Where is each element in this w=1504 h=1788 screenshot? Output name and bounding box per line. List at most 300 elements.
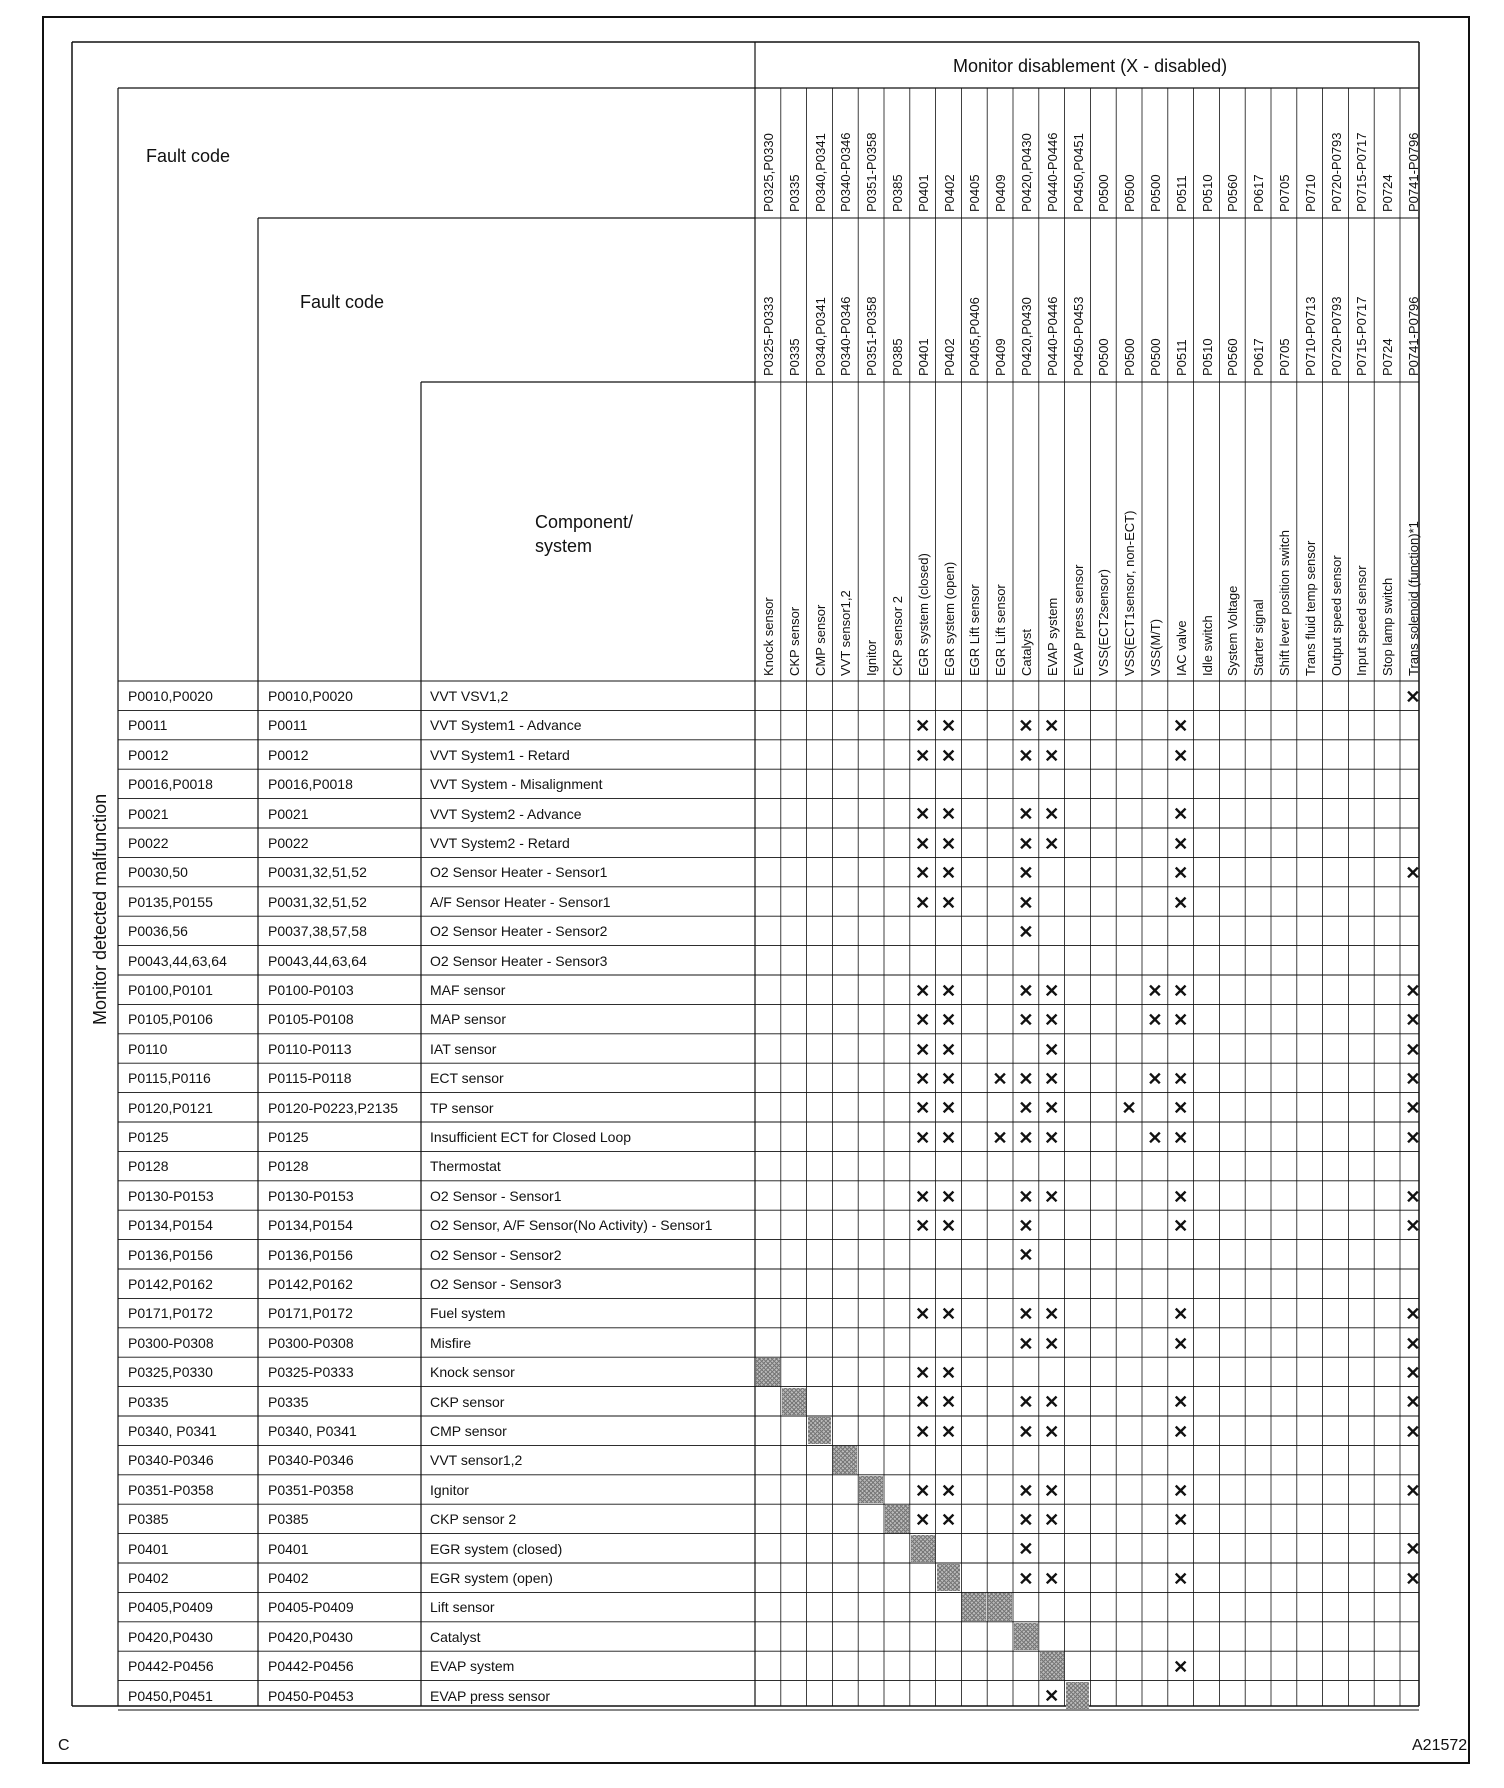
row-fault-code-detail: P0385 xyxy=(268,1511,309,1528)
disabled-mark: ✕ xyxy=(1044,804,1060,825)
row-fault-code: P0130-P0153 xyxy=(128,1187,214,1204)
row-component: VVT VSV1,2 xyxy=(430,688,509,704)
column-code2: P0715-P0717 xyxy=(1354,296,1370,376)
disabled-mark: ✕ xyxy=(1018,863,1034,884)
row-component: Knock sensor xyxy=(430,1364,515,1381)
row-fault-code-detail: P0011 xyxy=(268,717,308,734)
row-fault-code: P0340-P0346 xyxy=(128,1452,214,1469)
disabled-mark: ✕ xyxy=(915,1362,931,1383)
disabled-mark: ✕ xyxy=(1173,1304,1189,1325)
row-component: EVAP system xyxy=(430,1658,515,1675)
disabled-mark: ✕ xyxy=(915,1098,931,1119)
column-code2: P0440-P0446 xyxy=(1044,296,1060,376)
column-component-name: EGR Lift sensor xyxy=(993,584,1009,676)
self-diagnosis-shaded-cell xyxy=(962,1593,986,1620)
row-fault-code-detail: P0134,P0154 xyxy=(268,1217,353,1234)
row-fault-code: P0043,44,63,64 xyxy=(128,952,227,969)
row-fault-code-detail: P0351-P0358 xyxy=(268,1481,354,1498)
column-code1: P0741-P0796 xyxy=(1406,132,1421,212)
disabled-mark: ✕ xyxy=(1044,1392,1060,1413)
column-code1: P0440-P0446 xyxy=(1044,132,1060,212)
column-component-name: EGR system (open) xyxy=(941,561,957,676)
disabled-mark: ✕ xyxy=(940,1010,957,1031)
disabled-mark: ✕ xyxy=(1018,1215,1034,1236)
disabled-mark: ✕ xyxy=(1018,1392,1034,1413)
column-code1: P0402 xyxy=(941,174,957,212)
row-fault-code-detail: P0016,P0018 xyxy=(268,776,353,793)
row-fault-code: P0405,P0409 xyxy=(128,1599,213,1616)
component-header-line2: system xyxy=(535,536,593,556)
row-component: EGR system (open) xyxy=(430,1570,553,1586)
row-component: MAP sensor xyxy=(430,1011,506,1028)
disabled-mark: ✕ xyxy=(1173,804,1189,825)
row-fault-code-detail: P0031,32,51,52 xyxy=(268,893,367,910)
column-code1: P0500 xyxy=(1122,174,1138,212)
column-code2: P0402 xyxy=(941,338,957,376)
disabled-mark: ✕ xyxy=(915,1304,931,1325)
row-component: VVT System1 - Retard xyxy=(430,746,570,763)
column-code1: P0325,P0330 xyxy=(761,133,776,212)
row-fault-code: P0401 xyxy=(128,1540,169,1557)
column-code1: P0500 xyxy=(1096,174,1112,212)
row-component: EGR system (closed) xyxy=(430,1540,563,1557)
column-code1: P0617 xyxy=(1251,174,1267,212)
disabled-mark: ✕ xyxy=(1121,1098,1137,1119)
disabled-mark: ✕ xyxy=(1173,1186,1189,1207)
column-code2: P0617 xyxy=(1251,338,1267,376)
column-code2: P0705 xyxy=(1277,338,1292,376)
disabled-mark: ✕ xyxy=(1405,863,1421,884)
row-component: O2 Sensor, A/F Sensor(No Activity) - Sensor1 xyxy=(430,1217,713,1234)
disabled-mark: ✕ xyxy=(940,1039,957,1060)
row-fault-code: P0036,56 xyxy=(128,923,188,940)
column-code2: P0325-P0333 xyxy=(761,296,776,376)
disabled-mark: ✕ xyxy=(1147,1127,1163,1148)
row-fault-code: P0022 xyxy=(128,835,169,851)
disabled-mark: ✕ xyxy=(1018,1480,1034,1501)
row-component: O2 Sensor - Sensor1 xyxy=(430,1187,562,1204)
disabled-mark: ✕ xyxy=(940,745,957,766)
row-fault-code-detail: P0340, P0341 xyxy=(268,1423,357,1439)
disabled-mark: ✕ xyxy=(940,833,957,854)
disabled-mark: ✕ xyxy=(1405,1068,1421,1089)
column-component-name: EGR Lift sensor xyxy=(967,584,983,676)
column-component-name: CKP sensor 2 xyxy=(890,596,905,676)
disabled-mark: ✕ xyxy=(1405,1039,1421,1060)
column-code2: P0450-P0453 xyxy=(1070,296,1086,376)
disabled-mark: ✕ xyxy=(1018,892,1034,913)
disabled-mark: ✕ xyxy=(1173,1215,1189,1236)
row-fault-code: P0120,P0121 xyxy=(128,1099,213,1116)
disabled-mark: ✕ xyxy=(1405,1010,1421,1031)
row-component: Catalyst xyxy=(430,1628,481,1645)
self-diagnosis-shaded-cell xyxy=(1040,1652,1064,1679)
row-component: VVT System - Misalignment xyxy=(430,776,603,793)
disabled-mark: ✕ xyxy=(915,716,931,737)
disabled-mark: ✕ xyxy=(1147,1068,1163,1089)
column-code1: P0715-P0717 xyxy=(1354,132,1370,212)
row-fault-code-detail: P0128 xyxy=(268,1158,309,1175)
column-component-name: System Voltage xyxy=(1225,585,1241,676)
column-code1: P0510 xyxy=(1199,174,1215,212)
disabled-mark: ✕ xyxy=(915,1509,931,1530)
row-fault-code-detail: P0037,38,57,58 xyxy=(268,923,367,940)
disabled-mark: ✕ xyxy=(1147,980,1163,1001)
page-letter: C xyxy=(58,1737,70,1754)
column-code2: P0500 xyxy=(1122,338,1138,376)
disabled-mark: ✕ xyxy=(1173,892,1189,913)
disabled-mark: ✕ xyxy=(1018,980,1034,1001)
row-fault-code-detail: P0335 xyxy=(268,1393,309,1410)
self-diagnosis-shaded-cell xyxy=(1014,1623,1038,1650)
column-component-name: CKP sensor xyxy=(786,606,802,676)
disabled-mark: ✕ xyxy=(915,1215,931,1236)
disabled-mark: ✕ xyxy=(1173,1509,1189,1530)
column-code1: P0405 xyxy=(967,174,983,212)
row-fault-code-detail: P0021 xyxy=(268,805,309,822)
column-code1: P0409 xyxy=(993,174,1009,212)
disabled-mark: ✕ xyxy=(1044,1098,1060,1119)
row-fault-code: P0450,P0451 xyxy=(128,1687,213,1704)
row-component: VVT sensor1,2 xyxy=(430,1452,523,1469)
disabled-mark: ✕ xyxy=(1018,1568,1034,1589)
row-fault-code-detail: P0402 xyxy=(268,1570,309,1586)
column-code2: P0511 xyxy=(1173,339,1189,376)
column-component-name: Idle switch xyxy=(1199,615,1215,676)
row-fault-code: P0100,P0101 xyxy=(128,982,213,998)
self-diagnosis-shaded-cell xyxy=(885,1505,909,1532)
disabled-mark: ✕ xyxy=(1018,1509,1034,1530)
column-code2: P0420,P0430 xyxy=(1019,297,1034,376)
column-component-name: Stop lamp switch xyxy=(1380,577,1396,676)
column-code1: P0340,P0341 xyxy=(812,133,828,212)
column-code2: P0385 xyxy=(890,338,905,376)
row-fault-code-detail: P0340-P0346 xyxy=(268,1452,354,1469)
disabled-mark: ✕ xyxy=(1018,1068,1034,1089)
fault-code-header-2: Fault code xyxy=(300,292,385,312)
self-diagnosis-shaded-cell xyxy=(756,1358,780,1385)
disabled-mark: ✕ xyxy=(1173,1480,1189,1501)
row-fault-code-detail: P0031,32,51,52 xyxy=(268,864,367,881)
monitor-disablement-title: Monitor disablement (X - disabled) xyxy=(953,56,1228,76)
row-fault-code-detail: P0300-P0308 xyxy=(268,1334,354,1351)
column-code2: P0560 xyxy=(1225,338,1241,376)
disabled-mark: ✕ xyxy=(1405,1333,1421,1354)
column-component-name: Input speed sensor xyxy=(1354,565,1370,676)
disabled-mark: ✕ xyxy=(1018,716,1034,737)
disabled-mark: ✕ xyxy=(940,1362,957,1383)
row-fault-code: P0030,50 xyxy=(128,864,188,881)
row-fault-code-detail: P0405-P0409 xyxy=(268,1599,354,1616)
column-component-name: VVT sensor1,2 xyxy=(838,590,854,676)
disabled-mark: ✕ xyxy=(1173,1127,1189,1148)
disabled-mark: ✕ xyxy=(940,1509,957,1530)
column-code1: P0385 xyxy=(890,174,905,212)
column-code2: P0401 xyxy=(915,338,931,376)
disabled-mark: ✕ xyxy=(1044,745,1060,766)
row-fault-code-detail: P0125 xyxy=(268,1129,309,1145)
row-fault-code: P0340, P0341 xyxy=(128,1423,217,1439)
disabled-mark: ✕ xyxy=(1018,804,1034,825)
row-fault-code-detail: P0420,P0430 xyxy=(268,1628,353,1645)
row-fault-code: P0171,P0172 xyxy=(128,1305,213,1322)
column-component-name: Ignitor xyxy=(864,639,880,676)
disabled-mark: ✕ xyxy=(1044,1068,1060,1089)
row-fault-code-detail: P0401 xyxy=(268,1540,309,1557)
row-fault-code: P0021 xyxy=(128,805,169,822)
column-component-name: EVAP press sensor xyxy=(1070,564,1086,676)
disabled-mark: ✕ xyxy=(992,1068,1008,1089)
row-fault-code: P0385 xyxy=(128,1511,169,1528)
disabled-mark: ✕ xyxy=(915,745,931,766)
row-component: VVT System2 - Advance xyxy=(430,805,582,822)
disabled-mark: ✕ xyxy=(1044,1333,1060,1354)
row-fault-code-detail: P0012 xyxy=(268,746,309,763)
column-code1: P0340-P0346 xyxy=(838,132,854,212)
disabled-mark: ✕ xyxy=(1018,833,1034,854)
column-component-name: VSS(ECT2sensor) xyxy=(1096,569,1112,676)
disabled-mark: ✕ xyxy=(1173,745,1189,766)
row-fault-code-detail: P0442-P0456 xyxy=(268,1658,354,1675)
row-fault-code-detail: P0110-P0113 xyxy=(268,1040,352,1057)
column-code1: P0500 xyxy=(1148,174,1163,212)
row-fault-code: P0420,P0430 xyxy=(128,1628,213,1645)
disabled-mark: ✕ xyxy=(915,804,931,825)
self-diagnosis-shaded-cell xyxy=(1066,1682,1090,1709)
disabled-mark: ✕ xyxy=(1173,1568,1189,1589)
row-fault-code: P0115,P0116 xyxy=(128,1070,211,1087)
disabled-mark: ✕ xyxy=(940,1392,957,1413)
disabled-mark: ✕ xyxy=(1405,1186,1421,1207)
disabled-mark: ✕ xyxy=(1405,686,1421,707)
row-fault-code: P0325,P0330 xyxy=(128,1364,213,1381)
row-component: CKP sensor xyxy=(430,1393,505,1410)
row-fault-code: P0012 xyxy=(128,746,169,763)
side-label: Monitor detected malfunction xyxy=(90,793,110,1025)
disabled-mark: ✕ xyxy=(915,1039,931,1060)
disabled-mark: ✕ xyxy=(940,863,957,884)
disabled-mark: ✕ xyxy=(1173,716,1189,737)
column-code2: P0340-P0346 xyxy=(838,296,854,376)
column-code1: P0705 xyxy=(1277,174,1292,212)
disabled-mark: ✕ xyxy=(1173,1068,1189,1089)
disabled-mark: ✕ xyxy=(1173,1392,1189,1413)
disabled-mark: ✕ xyxy=(1044,1568,1060,1589)
disabled-mark: ✕ xyxy=(1044,1421,1060,1442)
disabled-mark: ✕ xyxy=(1173,863,1189,884)
row-component: Insufficient ECT for Closed Loop xyxy=(430,1129,632,1145)
row-component: CKP sensor 2 xyxy=(430,1511,517,1528)
self-diagnosis-shaded-cell xyxy=(937,1564,961,1591)
column-code2: P0335 xyxy=(786,338,802,376)
row-component: ECT sensor xyxy=(430,1070,504,1087)
row-fault-code: P0110 xyxy=(128,1040,168,1057)
column-component-name: VSS(ECT1sensor, non-ECT) xyxy=(1122,510,1138,676)
self-diagnosis-shaded-cell xyxy=(859,1476,883,1503)
disabled-mark: ✕ xyxy=(915,892,931,913)
row-fault-code-detail: P0130-P0153 xyxy=(268,1187,354,1204)
disabled-mark: ✕ xyxy=(1018,1421,1034,1442)
row-component: CMP sensor xyxy=(430,1423,507,1439)
column-code2: P0351-P0358 xyxy=(864,296,880,376)
row-fault-code: P0134,P0154 xyxy=(128,1217,213,1234)
component-header-line1: Component/ xyxy=(535,512,634,532)
disabled-mark: ✕ xyxy=(1018,1010,1034,1031)
disabled-mark: ✕ xyxy=(1173,833,1189,854)
disabled-mark: ✕ xyxy=(915,1421,931,1442)
column-component-name: EGR system (closed) xyxy=(915,553,931,676)
row-component: Lift sensor xyxy=(430,1599,495,1616)
row-fault-code: P0016,P0018 xyxy=(128,776,213,793)
row-fault-code: P0300-P0308 xyxy=(128,1334,214,1351)
column-code1: P0511 xyxy=(1173,175,1189,212)
disabled-mark: ✕ xyxy=(940,892,957,913)
column-component-name: Starter signal xyxy=(1251,599,1267,676)
disabled-mark: ✕ xyxy=(940,1068,957,1089)
disabled-mark: ✕ xyxy=(1405,1362,1421,1383)
disabled-mark: ✕ xyxy=(915,863,931,884)
disabled-mark: ✕ xyxy=(1173,1098,1189,1119)
column-component-name: VSS(M/T) xyxy=(1148,618,1163,676)
disabled-mark: ✕ xyxy=(1044,1304,1060,1325)
row-component: A/F Sensor Heater - Sensor1 xyxy=(430,893,611,910)
row-fault-code-detail: P0100-P0103 xyxy=(268,982,354,998)
disabled-mark: ✕ xyxy=(915,833,931,854)
row-component: Ignitor xyxy=(430,1481,469,1498)
disabled-mark: ✕ xyxy=(940,1186,957,1207)
disabled-mark: ✕ xyxy=(1405,1215,1421,1236)
disabled-mark: ✕ xyxy=(940,716,957,737)
row-fault-code: P0402 xyxy=(128,1570,169,1586)
row-fault-code: P0125 xyxy=(128,1129,169,1145)
row-fault-code: P0335 xyxy=(128,1393,169,1410)
row-fault-code-detail: P0022 xyxy=(268,835,309,851)
disabled-mark: ✕ xyxy=(940,1098,957,1119)
column-code2: P0741-P0796 xyxy=(1406,296,1421,376)
row-fault-code: P0136,P0156 xyxy=(128,1246,213,1263)
row-component: MAF sensor xyxy=(430,982,506,998)
row-fault-code: P0128 xyxy=(128,1158,169,1175)
self-diagnosis-shaded-cell xyxy=(911,1535,935,1562)
column-code1: P0401 xyxy=(915,174,931,212)
row-component: O2 Sensor - Sensor3 xyxy=(430,1276,562,1292)
self-diagnosis-shaded-cell xyxy=(988,1593,1012,1620)
row-fault-code: P0011 xyxy=(128,717,168,734)
disabled-mark: ✕ xyxy=(1173,1010,1189,1031)
disabled-mark: ✕ xyxy=(940,1480,957,1501)
row-fault-code-detail: P0115-P0118 xyxy=(268,1070,352,1087)
figure-id: A21572 xyxy=(1412,1737,1468,1754)
disabled-mark: ✕ xyxy=(1044,1480,1060,1501)
column-code2: P0510 xyxy=(1199,338,1215,376)
component-header xyxy=(535,510,633,558)
row-fault-code: P0351-P0358 xyxy=(128,1481,214,1498)
row-fault-code-detail: P0136,P0156 xyxy=(268,1246,353,1263)
row-component: Misfire xyxy=(430,1334,472,1351)
row-fault-code-detail: P0171,P0172 xyxy=(268,1305,353,1322)
disabled-mark: ✕ xyxy=(915,980,931,1001)
self-diagnosis-shaded-cell xyxy=(808,1417,832,1444)
row-fault-code: P0442-P0456 xyxy=(128,1658,214,1675)
disabled-mark: ✕ xyxy=(1018,1539,1034,1560)
disabled-mark: ✕ xyxy=(1044,1039,1060,1060)
column-component-name: CMP sensor xyxy=(812,604,828,676)
row-fault-code-detail: P0010,P0020 xyxy=(268,688,353,704)
disabled-mark: ✕ xyxy=(1044,980,1060,1001)
column-code2: P0340,P0341 xyxy=(812,297,828,376)
disabled-mark: ✕ xyxy=(1173,980,1189,1001)
disabled-mark: ✕ xyxy=(1044,1010,1060,1031)
disabled-mark: ✕ xyxy=(1405,1127,1421,1148)
row-fault-code: P0010,P0020 xyxy=(128,688,213,704)
disabled-mark: ✕ xyxy=(1044,1127,1060,1148)
disabled-mark: ✕ xyxy=(915,1392,931,1413)
disabled-mark: ✕ xyxy=(940,1127,957,1148)
disabled-mark: ✕ xyxy=(1405,980,1421,1001)
row-fault-code: P0142,P0162 xyxy=(128,1276,213,1292)
disabled-mark: ✕ xyxy=(940,980,957,1001)
row-fault-code-detail: P0105-P0108 xyxy=(268,1011,354,1028)
disabled-mark: ✕ xyxy=(1018,1245,1034,1266)
disabled-mark: ✕ xyxy=(1044,1686,1060,1707)
disabled-mark: ✕ xyxy=(915,1010,931,1031)
row-component: TP sensor xyxy=(430,1099,494,1116)
row-component: Fuel system xyxy=(430,1305,506,1322)
row-fault-code-detail: P0120-P0223,P2135 xyxy=(268,1099,398,1116)
row-fault-code-detail: P0043,44,63,64 xyxy=(268,952,367,969)
column-code1: P0335 xyxy=(786,174,802,212)
row-fault-code: P0105,P0106 xyxy=(128,1011,213,1028)
row-component: O2 Sensor Heater - Sensor1 xyxy=(430,864,608,881)
column-component-name: IAC valve xyxy=(1173,620,1189,676)
row-component: O2 Sensor Heater - Sensor2 xyxy=(430,923,608,940)
column-component-name: Trans solenoid (function)*1 xyxy=(1406,521,1421,676)
disabled-mark: ✕ xyxy=(1018,1333,1034,1354)
column-component-name: Catalyst xyxy=(1019,629,1034,676)
disabled-mark: ✕ xyxy=(1405,1421,1421,1442)
column-code1: P0560 xyxy=(1225,174,1241,212)
column-component-name: Shift lever position switch xyxy=(1277,530,1292,676)
disabled-mark: ✕ xyxy=(1018,745,1034,766)
disabled-mark: ✕ xyxy=(1018,1304,1034,1325)
column-code1: P0450,P0451 xyxy=(1070,133,1086,212)
column-code1: P0420,P0430 xyxy=(1019,133,1034,212)
column-code2: P0724 xyxy=(1380,338,1396,376)
column-code2: P0405,P0406 xyxy=(967,297,983,376)
column-code2: P0710-P0713 xyxy=(1302,296,1318,376)
disabled-mark: ✕ xyxy=(1018,1127,1034,1148)
column-code2: P0500 xyxy=(1148,338,1163,376)
row-fault-code: P0135,P0155 xyxy=(128,893,213,910)
row-component: Thermostat xyxy=(430,1158,501,1175)
column-component-name: Output speed sensor xyxy=(1328,555,1344,676)
column-code2: P0500 xyxy=(1096,338,1112,376)
column-component-name: Trans fluid temp sensor xyxy=(1302,540,1318,676)
disabled-mark: ✕ xyxy=(940,1421,957,1442)
column-component-name: Knock sensor xyxy=(761,597,776,676)
column-code1: P0351-P0358 xyxy=(864,132,880,212)
disabled-mark: ✕ xyxy=(1044,833,1060,854)
row-component: VVT System1 - Advance xyxy=(430,717,582,734)
row-component: IAT sensor xyxy=(430,1040,497,1057)
disabled-mark: ✕ xyxy=(1044,1509,1060,1530)
row-component: O2 Sensor Heater - Sensor3 xyxy=(430,952,608,969)
disabled-mark: ✕ xyxy=(1405,1539,1421,1560)
disabled-mark: ✕ xyxy=(1173,1421,1189,1442)
disabled-mark: ✕ xyxy=(915,1186,931,1207)
fault-code-header-1: Fault code xyxy=(146,146,231,166)
disabled-mark: ✕ xyxy=(1173,1656,1189,1677)
